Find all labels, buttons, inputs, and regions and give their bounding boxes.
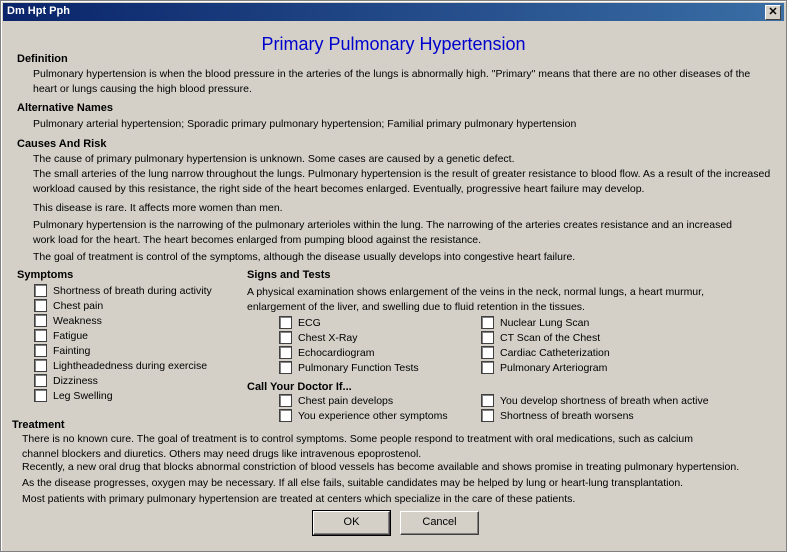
checkbox[interactable] <box>481 346 494 359</box>
test-checkbox[interactable] <box>279 331 358 344</box>
checkbox[interactable] <box>481 361 494 374</box>
treatment-label: Treatment <box>12 419 65 431</box>
window-title: Dm Hpt Pph <box>7 5 70 17</box>
page-title: Primary Pulmonary Hypertension <box>261 34 526 54</box>
cancel-button[interactable]: Cancel <box>400 511 479 535</box>
checkbox[interactable] <box>34 359 47 372</box>
causes-p2: The small arteries of the lung narrow throughout the lungs. Pulmonary hypertension is the result of greater resistance to blood flow. As a result of the increased workload caused by this resistance, the right side of the heart becomes enlarged. Eventually, progressive heart failure may develop. <box>33 168 771 195</box>
test-label: Chest X-Ray <box>298 331 358 344</box>
checkbox[interactable] <box>279 316 292 329</box>
symptom-checkbox[interactable] <box>34 389 113 402</box>
symptom-label: Weakness <box>53 314 102 327</box>
signs-text: A physical examination shows enlargement of the veins in the neck, normal lungs, a heart murmur, enlargement of the liver, and swelling due to fluid retention in the tissues. <box>247 286 704 313</box>
causes-p4: Pulmonary hypertension is the narrowing of the pulmonary arterioles within the lung. The narrowing of the arteries creates resistance and an increased work load for the heart. The heart becomes enlarged from pumping blood against the resistance. <box>33 219 733 246</box>
causes-p1: The cause of primary pulmonary hypertension is unknown. Some cases are caused by a genetic defect. <box>33 153 515 165</box>
symptom-checkbox[interactable] <box>34 299 103 312</box>
symptom-label: Shortness of breath during activity <box>53 284 212 297</box>
treatment-p2: Recently, a new oral drug that blocks abnormal constriction of blood vessels has become available and shows promise in treating pulmonary hypertension. <box>22 461 740 473</box>
causes-p5: The goal of treatment is control of the symptoms, although the disease usually develops into congestive heart failure. <box>33 251 576 263</box>
checkbox[interactable] <box>481 331 494 344</box>
title-bar[interactable] <box>3 3 784 21</box>
test-label: Pulmonary Arteriogram <box>500 361 608 374</box>
symptom-checkbox[interactable] <box>34 344 90 357</box>
signs-label: Signs and Tests <box>247 269 331 281</box>
checkbox[interactable] <box>279 331 292 344</box>
treatment-p4: Most patients with primary pulmonary hypertension are treated at centers which specialize in the care of these patients. <box>22 493 576 505</box>
call-doctor-item: Chest pain develops <box>298 394 394 407</box>
symptom-label: Chest pain <box>53 299 104 312</box>
close-button[interactable]: ✕ <box>765 5 781 20</box>
symptom-checkbox[interactable] <box>34 329 88 342</box>
symptom-checkbox[interactable] <box>34 359 207 372</box>
checkbox[interactable] <box>279 361 292 374</box>
test-checkbox[interactable] <box>279 346 374 359</box>
call-doctor-checkbox[interactable] <box>481 394 709 407</box>
call-doctor-item: You develop shortness of breath when active <box>500 394 709 407</box>
symptom-label: Leg Swelling <box>53 389 113 402</box>
alt-names-text: Pulmonary arterial hypertension; Sporadic primary pulmonary hypertension; Familial primary pulmonary hypertension <box>33 118 577 130</box>
checkbox[interactable] <box>34 299 47 312</box>
call-doctor-label: Call Your Doctor If... <box>247 381 352 393</box>
symptom-checkbox[interactable] <box>34 374 98 387</box>
call-doctor-checkbox[interactable] <box>279 409 448 422</box>
symptom-label: Lightheadedness during exercise <box>53 359 208 372</box>
checkbox[interactable] <box>34 314 47 327</box>
treatment-p1: There is no known cure. The goal of treatment is to control symptoms. Some people respond to treatment with oral medications, such as calcium channel blockers and diuretics. Others may need drugs like intravenous epoprostenol. <box>22 433 693 460</box>
test-checkbox[interactable] <box>481 331 600 344</box>
test-label: CT Scan of the Chest <box>500 331 601 344</box>
symptom-label: Fatigue <box>53 329 89 342</box>
causes-p3: This disease is rare. It affects more women than men. <box>33 202 283 214</box>
test-checkbox[interactable] <box>481 361 607 374</box>
checkbox[interactable] <box>34 344 47 357</box>
test-checkbox[interactable] <box>279 316 321 329</box>
symptom-label: Dizziness <box>53 374 98 387</box>
symptoms-label: Symptoms <box>17 269 74 281</box>
test-label: Pulmonary Function Tests <box>298 361 419 374</box>
symptom-label: Fainting <box>53 344 91 357</box>
call-doctor-item: You experience other symptoms <box>298 409 448 422</box>
test-checkbox[interactable] <box>481 346 610 359</box>
checkbox[interactable] <box>34 389 47 402</box>
call-doctor-checkbox[interactable] <box>481 409 634 422</box>
checkbox[interactable] <box>34 374 47 387</box>
call-doctor-item: Shortness of breath worsens <box>500 409 634 422</box>
symptom-checkbox[interactable] <box>34 284 212 297</box>
alt-names-label: Alternative Names <box>17 102 113 114</box>
treatment-p3: As the disease progresses, oxygen may be necessary. If all else fails, suitable candidates may be helped by lung or heart-lung transplantation. <box>22 477 684 489</box>
checkbox[interactable] <box>481 316 494 329</box>
test-checkbox[interactable] <box>279 361 419 374</box>
checkbox[interactable] <box>279 346 292 359</box>
definition-label: Definition <box>17 53 68 65</box>
definition-text: Pulmonary hypertension is when the blood pressure in the arteries of the lungs is abnormally high. "Primary" means that there are no other diseases of the heart or lungs causing the high blood pressure. <box>33 68 751 95</box>
checkbox[interactable] <box>34 329 47 342</box>
symptom-checkbox[interactable] <box>34 314 102 327</box>
checkbox[interactable] <box>34 284 47 297</box>
call-doctor-checkbox[interactable] <box>279 394 393 407</box>
test-label: Nuclear Lung Scan <box>500 316 590 329</box>
checkbox[interactable] <box>481 409 494 422</box>
test-label: ECG <box>298 316 321 329</box>
ok-button[interactable]: OK <box>313 511 390 535</box>
checkbox[interactable] <box>279 394 292 407</box>
checkbox[interactable] <box>279 409 292 422</box>
test-label: Cardiac Catheterization <box>500 346 610 359</box>
test-checkbox[interactable] <box>481 316 589 329</box>
test-label: Echocardiogram <box>298 346 375 359</box>
causes-label: Causes And Risk <box>17 138 107 150</box>
checkbox[interactable] <box>481 394 494 407</box>
